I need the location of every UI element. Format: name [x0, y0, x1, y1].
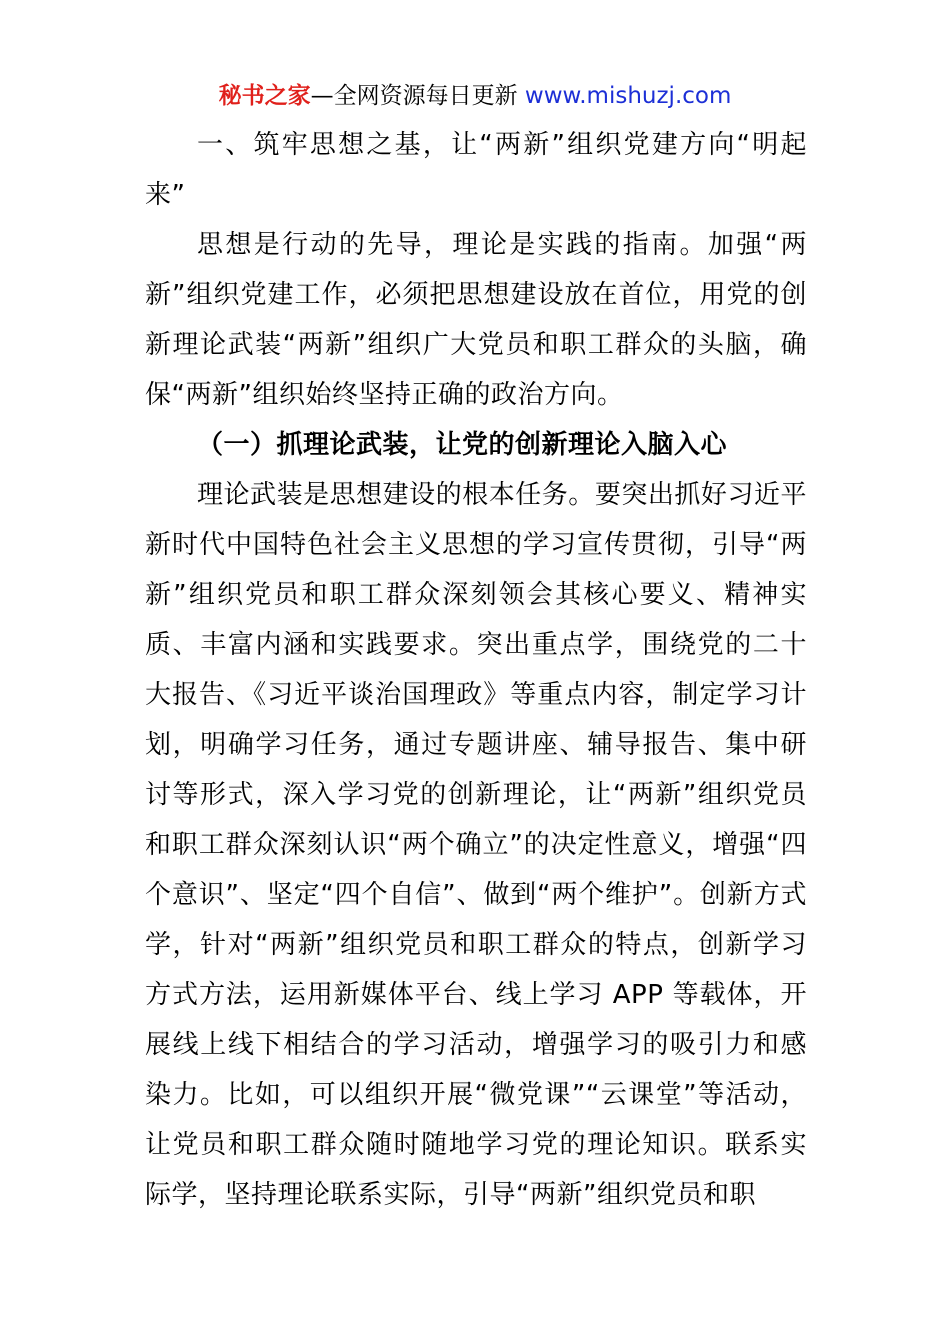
document-body [145, 120, 807, 1220]
body-paragraph: 理论武装是思想建设的根本任务。要突出抓好习近平新时代中国特色社会主义思想的学习宣传贯彻，引导“两新”组织党员和职工群众深刻领会其核心要义、精神实质、丰富内涵和实践要求。突出重点学，围绕党的二十大报告、《习近平谈治国理政》等重点内容，制定学习计划，明确学习任务，通过专题讲座、辅导报告、集中研讨等形式，深入学习党的创新理论，让“两新”组织党员和职工群众深刻认识“两个确立”的决定性意义，增强“四个意识”、坚定“四个自信”、做到“两个维护”。创新方式学，针对“两新”组织党员和职工群众的特点，创新学习方式方法，运用新媒体平台、线上学习 APP 等载体，开展线上线下相结合的学习活动，增强学习的吸引力和感染力。比如，可以组织开展“微党课”“云课堂”等活动，让党员和职工群众随时随地学习党的理论知识。联系实际学，坚持理论联系实际，引导“两新”组织党员和职 [145, 480, 807, 1210]
site-brand: 秘书之家 [218, 83, 311, 109]
section-heading: 一、筑牢思想之基，让“两新”组织党建方向“明起来” [145, 130, 807, 210]
body-paragraph: 思想是行动的先导，理论是实践的指南。加强“两新”组织党建工作，必须把思想建设放在首位，用党的创新理论武装“两新”组织广大党员和职工群众的头脑，确保“两新”组织始终坚持正确的政治方向。 [145, 230, 807, 410]
site-url-link[interactable]: www.mishuzj.com [524, 83, 732, 109]
subsection-heading: （一）抓理论武装，让党的创新理论入脑入心 [197, 430, 728, 460]
site-tagline: —全网资源每日更新 [310, 83, 525, 109]
site-header [0, 80, 950, 112]
